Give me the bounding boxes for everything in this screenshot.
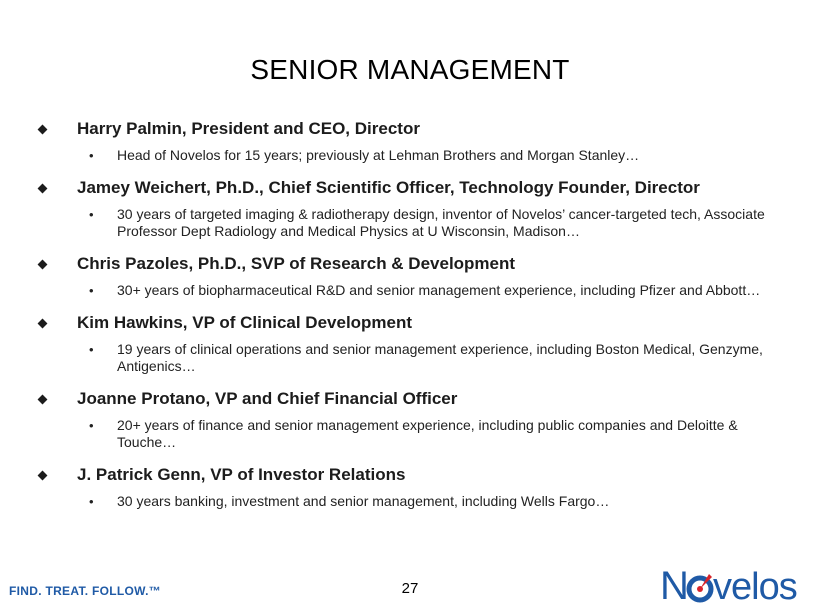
footer-tagline: FIND. TREAT. FOLLOW.™ [9, 584, 162, 598]
dot-bullet-icon: • [89, 418, 94, 433]
entry-detail: • 30+ years of biopharmaceutical R&D and senior management experience, including Pfizer and Abbott… [89, 282, 761, 298]
list-item [34, 388, 794, 451]
diamond-bullet-icon [38, 395, 48, 405]
entry-heading: J. Patrick Genn, VP of Investor Relations [34, 464, 794, 486]
page-number: 27 [401, 580, 419, 597]
entry-detail: • 20+ years of finance and senior management experience, including public companies and Deloitte & Touche… [89, 417, 738, 450]
diamond-bullet-icon [38, 319, 48, 329]
entry-detail: • 19 years of clinical operations and senior management experience, including Boston Medical, Genzyme, Antigenics… [89, 341, 763, 374]
list-item [34, 253, 794, 299]
dot-bullet-icon: • [89, 342, 94, 357]
entry-heading: Harry Palmin, President and CEO, Director [34, 118, 794, 140]
entry-detail: • 30 years banking, investment and senior management, including Wells Fargo… [89, 493, 610, 509]
svg-text:N: N [660, 564, 688, 605]
novelos-logo [660, 563, 802, 605]
management-list [34, 118, 794, 523]
entry-heading: Chris Pazoles, Ph.D., SVP of Research & Development [34, 253, 794, 275]
dot-bullet-icon: • [89, 148, 94, 163]
entry-heading: Kim Hawkins, VP of Clinical Development [34, 312, 794, 334]
diamond-bullet-icon [38, 260, 48, 270]
entry-detail: • Head of Novelos for 15 years; previously at Lehman Brothers and Morgan Stanley… [89, 147, 640, 163]
dot-bullet-icon: • [89, 494, 94, 509]
svg-text:velos: velos [713, 566, 797, 605]
list-item [34, 464, 794, 510]
list-item [34, 312, 794, 375]
entry-heading: Joanne Protano, VP and Chief Financial Officer [34, 388, 794, 410]
list-item [34, 118, 794, 164]
list-item [34, 177, 794, 240]
diamond-bullet-icon [38, 471, 48, 481]
diamond-bullet-icon [38, 184, 48, 194]
diamond-bullet-icon [38, 125, 48, 135]
dot-bullet-icon: • [89, 207, 94, 222]
entry-detail: • 30 years of targeted imaging & radiotherapy design, inventor of Novelos’ cancer-targeted tech, Associate Professor Dept Radiology and Medical Physics at U Wisconsin, Madison… [89, 206, 765, 239]
slide-title: SENIOR MANAGEMENT [250, 54, 570, 85]
logo-target-icon [689, 574, 712, 600]
dot-bullet-icon: • [89, 283, 94, 298]
entry-heading: Jamey Weichert, Ph.D., Chief Scientific Officer, Technology Founder, Director [34, 177, 794, 199]
